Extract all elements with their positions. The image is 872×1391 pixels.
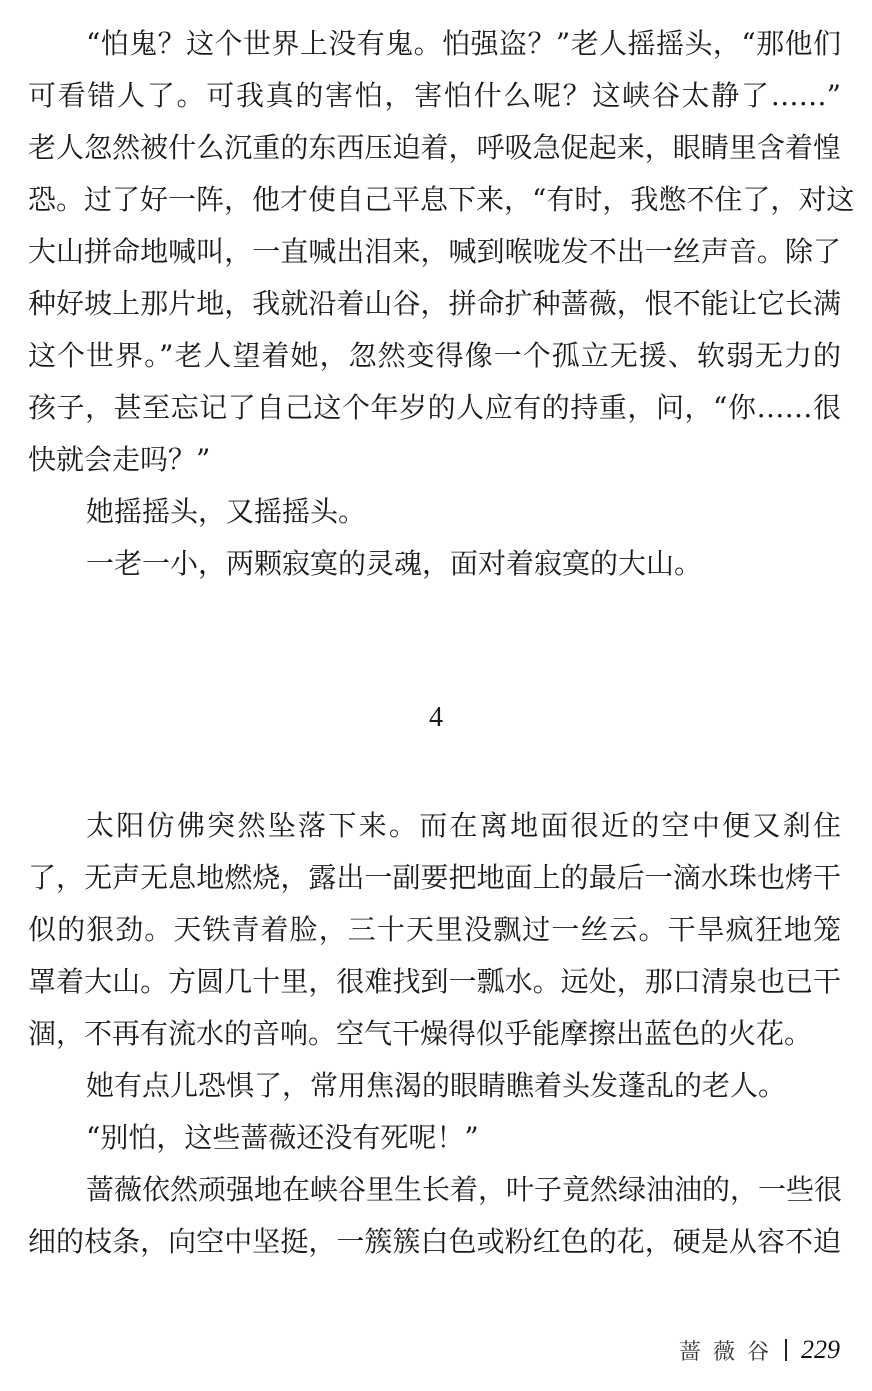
text-line: 可看错人了。可我真的害怕，害怕什么呢？这峡谷太静了……”: [28, 79, 841, 112]
text-line: 大山拼命地喊叫，一直喊出泪来，喊到喉咙发不出一丝声音。除了: [28, 235, 841, 268]
section-one-text: [28, 18, 855, 590]
text-line: 蔷薇依然顽强地在峡谷里生长着，叶子竟然绿油油的，一些很: [86, 1173, 843, 1206]
text-line: 似的狠劲。天铁青着脸，三十天里没飘过一丝云。干旱疯狂地笼: [28, 913, 841, 946]
text-line: 这个世界。”老人望着她，忽然变得像一个孤立无援、软弱无力的: [28, 339, 841, 372]
page-number: 229: [801, 1335, 840, 1364]
section-heading: 4: [429, 702, 443, 733]
text-line: 她摇摇头，又摇摇头。: [86, 495, 367, 528]
text-line: 老人忽然被什么沉重的东西压迫着，呼吸急促起来，眼睛里含着惶: [28, 131, 841, 164]
text-line: 一老一小，两颗寂寞的灵魂，面对着寂寞的大山。: [86, 547, 703, 580]
text-line: 了，无声无息地燃烧，露出一副要把地面上的最后一滴水珠也烤干: [28, 861, 841, 894]
text-line: 太阳仿佛突然坠落下来。而在离地面很近的空中便又刹住: [86, 809, 841, 842]
text-line: 快就会走吗？”: [28, 443, 211, 476]
text-line: 恐。过了好一阵，他才使自己平息下来，“有时，我憋不住了，对这: [28, 183, 855, 216]
page-footer: [679, 1330, 840, 1370]
text-line: 她有点儿恐惧了，常用焦渴的眼睛瞧着头发蓬乱的老人。: [86, 1069, 787, 1102]
text-line: 罩着大山。方圆几十里，很难找到一瓢水。远处，那口清泉也已干: [28, 965, 841, 998]
text-line: “怕鬼？这个世界上没有鬼。怕强盗？”老人摇摇头，“那他们: [86, 27, 841, 60]
text-line: 种好坡上那片地，我就沿着山谷，拼命扩种蔷薇，恨不能让它长满: [28, 287, 841, 320]
running-head-title: 蔷薇谷: [678, 1339, 781, 1365]
footer-divider: [785, 1339, 787, 1361]
text-line: “别怕，这些蔷薇还没有死呢！”: [86, 1121, 479, 1154]
section-two-text: [28, 800, 841, 1268]
text-line: 孩子，甚至忘记了自己这个年岁的人应有的持重，问，“你……很: [28, 391, 841, 424]
text-line: 细的枝条，向空中坚挺，一簇簇白色或粉红色的花，硬是从容不迫: [28, 1225, 841, 1258]
text-line: 涸，不再有流水的音响。空气干燥得似乎能摩擦出蓝色的火花。: [28, 1017, 813, 1050]
